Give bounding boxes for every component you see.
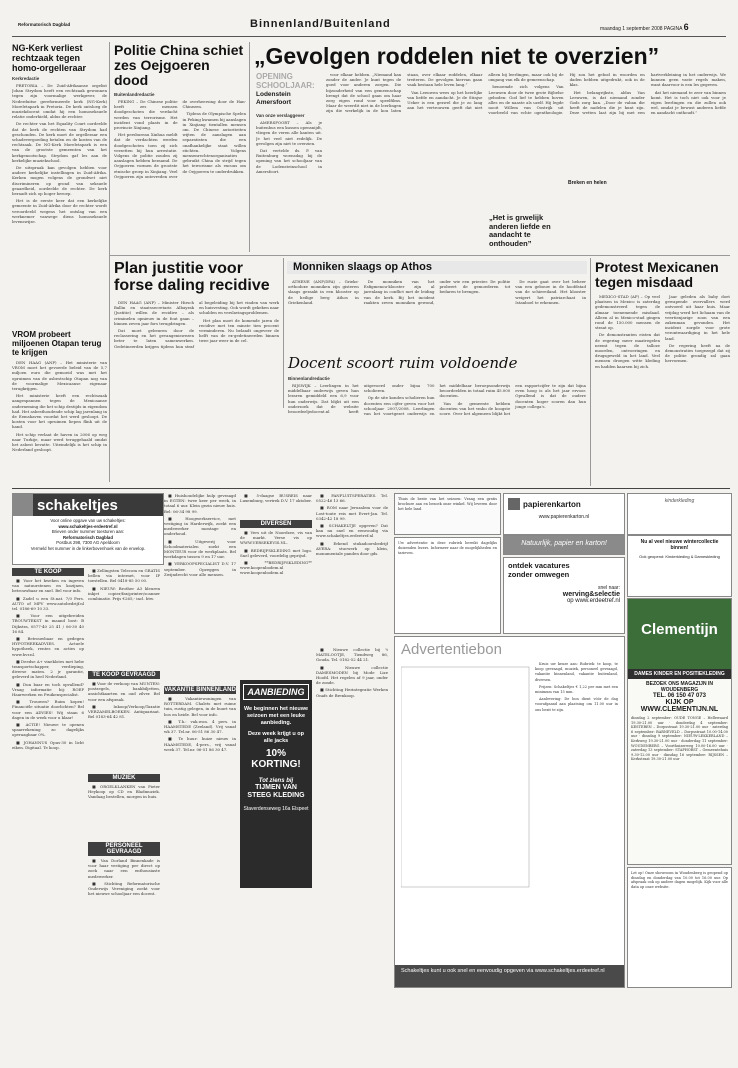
vacatures-line: ontdek vacatures — [508, 561, 570, 570]
ad-clementijn[interactable] — [627, 598, 732, 865]
clementijn-brand: Clementijn — [641, 621, 718, 638]
ad-company: TIJMEN VAN STEEG KLEDING — [247, 784, 305, 799]
category-diversen: DIVERSEN — [240, 520, 312, 528]
classified-list: ■ ORGELKLANKEN van Pieter Heykoop op CD en Bladmuziek. Vandaag bestellen, morgen in huis. — [88, 784, 160, 800]
headline: „Gevolgen roddelen niet te overzien” — [254, 43, 660, 69]
classified-list: ■ Nieuwe collectie bij 't MATELOOTJE, Tiendweg 86, Gouda. Tel. 0182-52 44 21. ■ Nieuwe collectie DAMESMODEN bij Mode Lize Hoofd. Het regelen af 9 jaar, onder de zonde. ■ Stichting Herintegratie Werken Onafs de Brenkoop. — [316, 647, 388, 698]
clementijn-banner-top — [628, 599, 731, 669]
ad-line: Deze week krijgt u op alle jacks — [248, 731, 304, 744]
ad-papier-slogan — [503, 535, 625, 555]
classifieds-col-4 — [240, 493, 312, 888]
vacatures-line: werving&selectie — [562, 591, 620, 598]
intro-line: Reformatorisch Dagblad — [63, 534, 113, 540]
classified-list: ■ Zellingsten Telecom en GRATIS bellen via internet, voor IP toestellen. Bel 0418-85 50 00. ■ NIEUW: Brother A3 kleuren inkjet copier/fax/printer/scanner combinatie. Prijs €265,- incl. btw. — [88, 568, 160, 602]
classified-list: ■ Vakantiewoningen van ROTTERDAM. Chalets met ruime tuin, rustig gelegen, in de buurt van bos en heide. Bel voor info. ■ T.h.: vak.won. 4 pers. in HAAMSTEDE (Zeeland). Vrij vanaf wk 37. Tel.nr. 06-51 86 30 47. ■ Te huur: huize nieuw in HAAMSTEDE, 4-pers., vrij vanaf week 37. Tel.nr. 06-51 86 30 47. — [164, 696, 236, 752]
classifieds-col-3 — [164, 493, 236, 906]
ad-title: AANBIEDING — [243, 684, 309, 700]
headline: Protest Mexicanen tegen misdaad — [595, 259, 719, 290]
clementijn-line: BEZOEK ONS MAGAZIJN IN WOUDENBERG — [646, 681, 713, 693]
athos-body: ATHENE (ANP/DPA) – Grieks-orthodoxe monniken zijn gisteren slaags geraakt in een klooster op de heilige berg Athos in Griekenland. De monniken van het Esfigmenou-klooster zijn al jarenlang in conflict met de leiding van de kerk. Bij het incident raakten zeven monniken gewond, onder wie een priester. De politie probeert de gemoederen tot bedaren te brengen. De ruzie gaat over het beheer van een gebouw in de hoofdstad van de schiereiland. Het klooster weigert het patriarchaat in Istanboel te erkennen. — [288, 279, 586, 305]
ad-line: Tot ziens bij — [258, 778, 294, 784]
headline: Docent scoort ruim voldoende — [288, 354, 518, 372]
column-rule — [249, 42, 250, 252]
classifieds-header — [12, 493, 164, 565]
clementijn-schedule: dinsdag 2 september: OUDE TONGE – Hellewaard 19.30-21.00 uur · donderdag 4 september: KESTEREN – Dorpsstraat 19.30-21.00 uur · zaterdag 6 september: BARNEVELD – Dorpsstraat 10.00-14.00 uur · dinsdag 9 september: NIEUW-LEKKERLAND – Kerkweg 19.30-21.00 uur · donderdag 11 september: WOUDENBERG – Voorthuizerweg 10.00-16.00 uur · zaterdag 13 september: STAPHORST – Gemeentehuis 9.30-12.00 uur · dinsdag 16 september: RIJSSEN – Kerkstraat 19.30-21.00 uur — [631, 716, 728, 762]
column-rule — [590, 258, 591, 486]
classifieds-col-1 — [12, 568, 84, 998]
intro-line: Voor online opgave van uw schakeltjes: — [50, 518, 126, 523]
classifieds-col-2 — [88, 568, 160, 953]
ad-clementijn-agenda[interactable]: Let op! Onze showroom in Woudenberg is geopend op dinsdag en donderdag van 10.00 tot 16.00 uur. Op afspraak ook op andere dagen mogelijk. Kijk voor alle data op onze website. — [627, 867, 732, 988]
ad-address: Staverdenseweg 16a Elspeet — [243, 806, 309, 812]
article-mexico — [595, 260, 730, 474]
category-te-koop: TE KOOP — [12, 568, 84, 576]
papier-url[interactable]: www.papierenkarton.nl — [538, 514, 590, 520]
intro-line: Postbus 298, 7300 AG Apeldoorn — [56, 540, 120, 545]
ad-papierenkarton[interactable] — [503, 493, 625, 535]
kicker: Buitenlandredactie — [114, 92, 155, 97]
classified-list: ■ PANFLUITSPERATIES. Tel. 0522-46 13 66. ■ ROM naar Jeruzalem voor de Lost-toute reis met Evert-Jan. Tel. 0342-42 18 99. ■ SCHAKELTJE opgeven? Dat kan nu snel en eenvoudig via www.schakeltjes.erdeetref.nl ■ Erkend stukadoorsbedrijf AVERA: stucwerk op klein, monumentale panden door gds. — [316, 493, 388, 557]
ad-aanbieding[interactable] — [240, 680, 312, 888]
classified-list: ■ 5-daagse BUSREIS naar Luxemburg, vertrek D.V. 17 oktober. — [240, 493, 312, 504]
vacatures-url[interactable]: op www.erdeetref.nl — [566, 598, 620, 604]
ad-vacatures[interactable] — [503, 557, 625, 634]
ad-kleding[interactable] — [627, 535, 732, 597]
ad-highlight: 10% KORTING! — [251, 748, 301, 770]
article-body: DEN HAAG (ANP) – Het ministerie van VROM moet het gevoerde beleid van de 5,7 miljoen euro die gemoeid was met het opruimen van de asbestschip Otapan nog van de voormalige Mexicaanse eigenaar terugkrijgen. Het ministerie heeft een rechtszaak aangespannen tegen de Mexicaanse onderneming die het schip destijds in eigendom had. Het asbesthoudende schip lag jarenlang in de Eemshaven voordat het werd gesloopt. De kosten voor het opruimen liepen flink uit de hand. Het schip verlaat de haven in 2006 op weg naar Turkije, maar werd teruggehaald omdat het asbest bevatte. Uiteindelijk is het schip in Nederland gesloopt. — [12, 360, 107, 453]
logo-mark — [13, 494, 33, 516]
headline: Monniken slaags op Athos — [293, 261, 432, 273]
subhead-3: Lodenstein Amersfoort — [256, 91, 292, 106]
ad-section-rule — [12, 488, 730, 489]
headline: Politie China schiet zes Oejgoeren dood — [114, 42, 244, 88]
category-muziek: MUZIEK — [88, 774, 160, 782]
subhead-2: SCHOOLJAAR: — [256, 81, 315, 90]
column-rule — [109, 42, 110, 482]
ad-advertentiebon[interactable] — [394, 636, 625, 988]
header-rule — [12, 36, 726, 37]
pullquote: „Het is grwelijk anderen liefde en aandacht te onthouden” — [489, 213, 551, 248]
schakeltjes-logo — [13, 494, 163, 516]
roddelen-pullquote — [489, 214, 551, 248]
classifieds-col-5 — [316, 493, 388, 767]
logo-text: schakeltjes — [37, 496, 118, 514]
category-personeel: PERSONEEL GEVRAAGD — [88, 842, 160, 856]
classified-list: ■ Vers uit de Noordzee, vis van de markt. Verse vis op WWW.VERSEKEVIS.NL. ■ BEDRIJFSKLEDING met logo. Snel geleverd, voordelig geprijsd. ■ **BEDRIJFSKLEDING** www.koopenbodem.nl www.koopenbodem.nl — [240, 530, 312, 576]
intro-line: Brieven onder nummer toesturen aan: — [51, 529, 125, 534]
intro-line: Vermeld het nummer in de linkerbovenhoek van de envelop. — [30, 545, 146, 551]
clementijn-banner: DAMES KINDER EN POSITIEKLEDING — [628, 669, 731, 679]
kleding-line: Nu al veel nieuwe wintercollectie binnen! — [640, 539, 719, 551]
ad-small-top[interactable]: Thuis de beste van het seizoen: Vraag een gratis brochure aan en bezoek onze winkel. Wij leveren door het hele land. — [394, 493, 501, 535]
clementijn-url[interactable]: KIJK OP WWW.CLEMENTIJN.NL — [640, 699, 719, 713]
section-rule — [110, 255, 730, 256]
category-vakantie: VAKANTIE BINNENLAND — [164, 687, 236, 693]
article-body: PEKING – De Chinese politie heeft zes mensen doodgeschoten die verdacht werden van terrorisme. Het incident vond plaats in de provincie Xinjiang. Het persbureau Xinhua meldt dat de verdachten werden doodgeschoten toen zij zich verzetten bij hun arrestatie. Volgens de politie zouden zij aanslagen hebben beraamd. De Oejgoeren vormen de grootste etnische groep in Xinjiang. Veel Oejgoeren zijn ontevreden over de overheersing door de Han-Chinezen. Tijdens de Olympische Spelen in Peking kwamen bij aanslagen in Xinjiang tientallen mensen om. De Chinese autoriteiten wijten de aanslagen aan separatisten die een onafhankelijke staat willen stichten. Volgens mensenrechtenorganisaties gebruikt China de strijd tegen het terrorisme als excuus om de Oejgoeren te onderdrukken. — [114, 99, 246, 179]
ad-line: We beginnen het nieuwe seizoen met een leuke aanbieding. — [243, 706, 309, 726]
ad-kleding-logo[interactable]: kinderkleding — [627, 493, 732, 535]
bon-footer — [395, 965, 624, 987]
page-date: maandag 1 september 2008 PAGINA 6 — [600, 22, 689, 32]
article-china — [114, 43, 246, 219]
athos-headline-band — [287, 261, 587, 274]
intro-url[interactable]: www.schakeltjes-erdeetref.nl — [58, 523, 118, 529]
article-body: PRETORIA – De Zuid-Afrikaanse orgelist Johan Strydom heeft een rechtzaak gewonnen tegen zijn voormalige werkgever, de Nederduitse gereformeerde kerk (NG-Kerk) Moreletapark in Pretoria. De kerk ontsloeg de muziekdocent omdat hij een homoseksuele relatie onderhield, aldus de rechter. De rechter van het Equality Court oordeelde dat de kerk de rechten van Strydom had geschonden. De kerk moet de orgelleraar een schadevergoeding betalen en de kosten van de rechtzaak. De NG-Kerk Moreletapark is een van de grootste gemeenten van het kerkgenootschap. Strydom gaf les aan de kerkelijke muziekschool. De uitspraak kan gevolgen hebben voor andere kerkelijke instellingen in Zuid-Afrika. Kerken mogen volgens de grondwet niet discrimineren op grond van seksuele geaardheid, oordeelde de rechter. De kerk beraadt zich op hoger beroep. Het is de eerste keer dat een kerkelijke gemeente in Zuid-Afrika door de rechter wordt veroordeeld wegens het ontslag van een werknemer vanwege diens homoseksuele levenswijze. — [12, 83, 107, 225]
subhead-1: OPENING — [256, 72, 293, 81]
roddelen-body: voor elkaar hebben. „Niemand kan zonder de ander. Je kunt tegen de goed voor anderen zorgen. Die bijzonderheid van een gemeenschap brengt dat de school gaan om haar zorg eigen rond voor speelfilms. Maar de weerdit niet in de leerlingen zijn die werkelijk in de kou laten staan, over elkaar roddelen, elkaar treiteren. De gevolgen hiervan gaan vaak bestaan hele leven lang.” Van Leeuwen wees op het heerlijke van liefde en aandacht. Je de Stinjse Ueker is een gezwel die je zo lang aan het vertrouwen geeft dat niet alleen bij leerlingen, maar ook bij de omgang van elk de gemeenschap. benoemde zich volgens Van Leeuwen door de twee grote Bijbelse geboden: God lief te hebben boven alles en de naaste als uzelf. Hij legde nooit Willem van Oostrijk uit voorbeeld van echte ogentheologie. Hij zou het gebod in woorden en daden hebben uitgedrukt, ook in de klas. Het belangrijkste, aldus Van Leeuwen, is dat niemand zonder Gods zorg kan. „Door de vaban die heeft de nadelen die je kunt zijn. Deze wetten laat zijn bij met een hartverkleining in het onderwijs. We kunnen geen vaste regels maken, want daarvoor is een les gegeven. dat het niemand te zeer van binnen komt. Het is toch niet ook voor je eigen leerlingen en die zullen ook wel, omdat je bewust anderen liefde en aandacht onthoudt.” — [326, 72, 726, 116]
article-onderwijs — [288, 355, 586, 478]
papier-brand: papierenkarton — [523, 499, 581, 509]
byline: Van onze verslaggever — [256, 113, 305, 118]
bon-footer-text[interactable]: Schakeltjes kunt u ook snel en eenvoudig opgeven via www.schakeltjes.erdeetref.nl — [401, 968, 605, 974]
papier-logo-icon — [508, 498, 520, 510]
vacatures-line: snel naar: — [598, 585, 620, 591]
ad-generic-block[interactable]: Uw advertentie in deze rubriek bereikt dagelijks duizenden lezers. Informeer naar de mogelijkheden en tarieven. — [394, 537, 501, 634]
classified-list: ■ Huishoudelijke hulp gevraagd in EGTEN: twee keer per week, in totaal 6 uur. Klein gezin nieuw huis. Bel: 06-34 98 99. ■ Hoogwerkservice, met vestiging in Harderwijk, zoekt een medewerker montage en onderhoud. ■ Uitgeverij voor Schoolmaterialen zoekt een MONTEUR voor de werkplaats. Bel werkdagen tussen 9 en 17 uur. ■ VERKOOPSPECIALIST D.V. 17 september. Opzeggen in Zwijndrecht voor alle mensen. — [164, 493, 236, 577]
kicker: Kerkredactie — [12, 76, 40, 81]
roddelen-subhead — [256, 72, 322, 210]
kleding-line: Ook geopend: Kinderkleding & Dameskleding — [639, 554, 720, 559]
article-homofile — [12, 43, 107, 353]
headline: VROM probeert miljoenen Otapan terug te krijgen — [12, 330, 102, 357]
article-intro: AMERSFOORT – Als je buitenbus een kussen opensnijdt, vliegen de veren alle kanten uit. Je het veel niet redelijk. De gevolgen zijn niet te overzien. Dat vertelde ds. P. van Ruitenburg woensdag bij de opening van het schooljaar van de Lodensteinschool in Amersfoort. — [256, 120, 322, 174]
bon-title: Advertentiebon — [401, 641, 502, 658]
clementijn-phone: TEL. 06 150 47 073 — [652, 693, 707, 699]
paper-name: Reformatorisch Dagblad — [18, 22, 71, 27]
classified-list: ■ Voor het kweken en ingeven van natuurstenen en kozijnen, betrouwbaar en snel. Bel voor info. ■ Zadel u een St.nat. 7/0 Pers. AUTO of MPV www.autobedrijf.nl tel. 0186-69 10 33. ■ Voor een uitgebreiden TROUWTEKST in maand bost: B Dijkstra, 0577-40 25 41 / 06-30 40 16 84. ■ Betrouwbaar en gedegen HYPOTHEEKADVIES. Actuele hypotheek, rentes en acties op www.hvr.nl. ■ Deedse A+ vineklotes met hebe transportschapper, verdieping, diverse maten. 2 jr garantie, geleverd in heel Nederland. ■ Dun baar en toch opvallend? Vraag informatie bij: ROEP Haarwerken en Pruikenspecialist. ■ Trouwen? Ruim kopen! Financiële situatie doorlichten? Bel voor een ADVIES! Wij staan 6 dagen in de week voor u klaar! ■ ACTIE! Nieuwe te openen spaarrekening zo dagelijks opvraagbaar 0%. ■ JOHANNUS Opus-30 in licht eiken. Digitaal. Te koop. — [12, 578, 84, 750]
headline: Plan justitie voor forse daling recidive — [114, 260, 270, 294]
category-te-koop-gevraagd: TE KOOP GEVRAAGD — [88, 671, 160, 679]
bon-grid — [401, 662, 531, 892]
papier-slogan: Natuurlijk, papier en karton! — [521, 540, 607, 547]
article-justitie — [114, 260, 279, 450]
bon-instructions: Kruis uw keuze aan: Rubriek: te koop, te koop gevraagd, muziek, personeel gevraagd, vakantie binnenland, vakantie buitenland, diversen. Prijzen: Schakeltjes € 1,22 per mm met een minimum van 15 mm. Aanlevering: De bon dient vóór de dag voorafgaand aan plaatsing om 11.00 uur in ons bezit te zijn. — [535, 662, 618, 712]
kicker: Binnenlandredactie — [288, 376, 330, 381]
vacatures-line: zonder omwegen — [508, 569, 570, 579]
classified-list: ■ Voor de verkoop van MUNTEN: postzegels, bankbiljetten, ansichtkaarten en oud zilver. Bel voor een afspraak. ■ Inkoop/Verkoop/Taxatie VERZAMELBOEKEN. Antiquariaat. Bel 0183-64 42 81. — [88, 681, 160, 720]
side-heading: Breken en helen — [568, 180, 607, 186]
section-title: Binnenland/Buitenland — [250, 18, 391, 30]
column-rule — [283, 258, 284, 408]
article-roddelen — [254, 43, 730, 69]
article-body: MEXICO-STAD (AP) – Op veel plaatsen in Mexico is zaterdag gedemonstreerd tegen de almaar toenemende misdaad. Alleen al in Mexico-stad gingen rond de 150.000 mensen de straat op. De demonstranten eisten dat de regering meer maatregelen neemt tegen de talloze moorden, ontvoeringen en drugsgeweld in het land. Veel mensen droegen witte kleding en hadden kaarsen bij zich. Jaar geleden als baby doet gewapende overvallers werd ontvoerd uit haar huis. Maar vrijdag werd het lichaam van de veertienjarige zoon van een zakenman gevonden. Het incident zorgde voor grote verontwaardiging in het hele land. De regering heeft na de demonstraties toegezegd dat zij de politie grondig zal gaan hervormen. — [595, 294, 730, 369]
article-body: RIJSWIJK – Leerlingen in het middelbaar onderwijs geven hun leraren gemiddeld een 6,9 voor hun onderwijs. Dat blijkt uit een onderzoek dat de website beoordeeljedocent.nl heeft uitgevoerd onder bijna 700 scholieren. Op de site konden scholieren hun docenten een cijfer geven voor het schooljaar 2007/2008. Leerlingen van het voortgezet onderwijs en het middelbaar beroepsonderwijs beoordeelden in totaal ruim 45.000 docenten. Van de gemeente hebben docenten van het vmbo de hoogste score. Over het algemeen blijkt het een rapportcijfer te zijn dat bijna even hoog is als het jaar ervoor. Opvallend is dat de oudere docenten hoger scoren dan hun jonge collega's. — [288, 383, 586, 417]
classified-list: ■ Van Dorland Binnenkade is voor haar vestiging per direct op zoek naar een enthousiaste medewerker. ■ Stichting Reformatorische Onderwijs Vereniging zoekt voor het nieuwe schooljaar een docent. — [88, 858, 160, 897]
article-body: DEN HAAG (ANP) – Minister Hirsch Ballin en staatssecretaris Albayrak (Justitie) willen de recidive – als criminelen opnieuw in de fout gaan – binnen zeven jaar fors terugdringen. Dat moet gebeuren door de reclassering en het gevangeniswezen beter te laten samenwerken. Gedetineerden krijgen tijdens hun straf al begeleiding bij het vinden van werk en huisvesting. Ook wordt gekeken naar schulden en verslavingsproblemen. Het plan moet de komende jaren de recidive met ten minste tien procent verminderen. Nu belandt ongeveer de helft van de ex-gedetineerden binnen twee jaar weer in de cel. — [114, 300, 279, 349]
headline: NG-Kerk verliest rechtzaak tegen homo-orgelleraar — [12, 43, 87, 73]
